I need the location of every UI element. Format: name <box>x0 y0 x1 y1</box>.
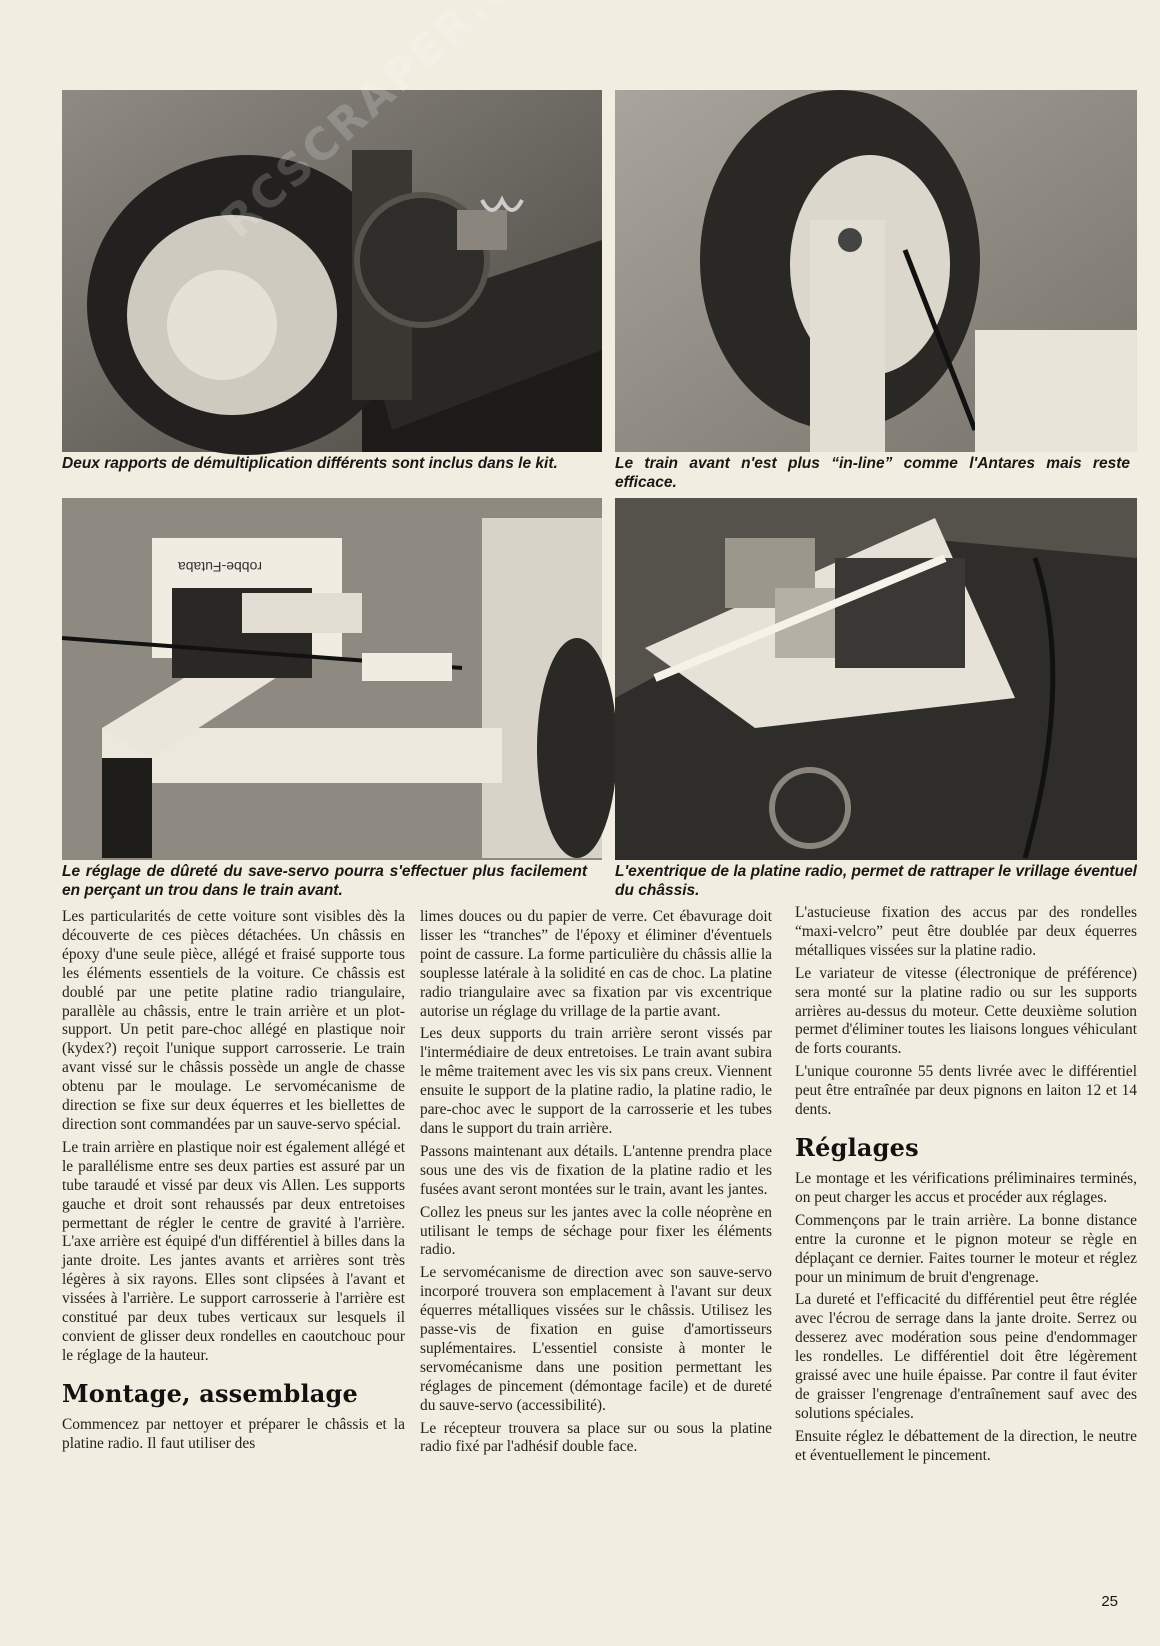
paragraph: Passons maintenant aux détails. L'antenne prendra place sous une des vis de fixation de la platine radio et les fusées avant seront montées sur le train, avant les jantes. <box>420 1142 772 1198</box>
paragraph: Commencez par nettoyer et préparer le châssis et la platine radio. Il faut utiliser des <box>62 1415 405 1452</box>
caption-gear-ratios: Deux rapports de démultiplication différents sont inclus dans le kit. <box>62 455 558 472</box>
caption-front-train: Le train avant n'est plus “in-line” comme l'Antares mais reste efficace. <box>615 455 1130 491</box>
section-heading-montage: Montage, assemblage <box>62 1378 358 1408</box>
paragraph: Les particularités de cette voiture sont visibles dès la découverte de ces pièces détachées. Un châssis en époxy d'une seule pièce, allégé et fraisé supporte tous les éléments essentiels de la voiture. Ce châssis est doublé par une petite platine radio triangulaire, parallèle au châssis, entre le train arrière et un plot-support. Un petit pare-choc allégé en plastique noir (kydex?) reçoit l'unique support carrosserie. Le train avant vissé sur le châssis possède un angle de chasse obtenu par le moulage. Le servomécanisme de direction se fixe sur deux équerres et les biellettes de direction sont commandées par un sauve-servo spécial. <box>62 908 405 1133</box>
page-number: 25 <box>1101 1593 1118 1610</box>
paragraph: Le train arrière en plastique noir est également allégé et le parallélisme entre ses deux parties est assuré par un tube taraudé et vissé par deux vis Allen. Les supports gauche et droit sont rehaussés par deux entretoises permettant de régler le centre de gravité à l'arrière. L'axe arrière est équipé d'un différentiel à billes dans la jante droite. Les jantes avants et arrières sont très légères à six rayons. Elles sont clipsées à l'avant et vissées à l'arrière. Le support carrosserie à l'arrière est constitué par deux tubes verticaux sur lesquels il convient de glisser deux rondelles en caoutchouc pour le réglage de la hauteur. <box>62 1138 405 1364</box>
paragraph: Le récepteur trouvera sa place sur ou sous la platine radio fixé par l'adhésif double face. <box>420 1419 772 1456</box>
caption-radio-plate: L'exentrique de la platine radio, permet de rattraper le vrillage éventuel du châssis. <box>615 863 1137 899</box>
caption-save-servo: Le réglage de dûreté du save-servo pourra s'effectuer plus facilement en perçant un trou dans le train avant. <box>62 863 587 899</box>
section-heading-reglages: Réglages <box>795 1132 919 1162</box>
photo-radio-plate <box>615 498 1137 860</box>
text-column-1 <box>62 908 405 1458</box>
paragraph: La dureté et l'efficacité du différentiel peut être réglée avec l'écrou de serrage dans la jante droite. Serrez ou desserez avec modération sous peine d'endommager les rondelles. Le différentiel doit être légèrement graissé avec une huile épaisse. Par contre il faut éviter de graisser l'engrenage d'entraînement sauf avec des solutions spéciales. <box>795 1291 1137 1422</box>
text-column-3 <box>795 904 1137 1470</box>
paragraph: Ensuite réglez le débattement de la direction, le neutre et éventuellement le pincement. <box>795 1427 1137 1464</box>
paragraph: L'astucieuse fixation des accus par des rondelles “maxi-velcro” peut être doublée par deux équerres métalliques vissées sur la platine radio. <box>795 904 1137 959</box>
paragraph: L'unique couronne 55 dents livrée avec le différentiel peut être entraînée par deux pignons en laiton 12 et 14 dents. <box>795 1063 1137 1119</box>
paragraph: Le variateur de vitesse (électronique de préférence) sera monté sur la platine radio ou sur les supports arrières au-dessus du moteur. Cette deuxième solution permet d'éliminer toutes les liaisons longues véhiculant de forts courants. <box>795 964 1137 1058</box>
servo-label: robbe-Futaba <box>177 559 262 575</box>
paragraph: Le montage et les vérifications préliminaires terminés, on peut charger les accus et procéder aux réglages. <box>795 1169 1137 1206</box>
paragraph: limes douces ou du papier de verre. Cet ébavurage doit lisser les “tranches” de l'époxy et éliminer d'éventuels point de cassure. La forme particulière du châssis allie la souplesse latérale à la solidité en cas de choc. La platine radio triangulaire avec sa fixation par vis excentrique autorise un réglage du vrillage de la partie avant. <box>420 908 772 1020</box>
paragraph: Collez les pneus sur les jantes avec la colle néoprène en utilisant le temps de séchage pour fixer les éléments radio. <box>420 1203 772 1259</box>
photo-save-servo <box>62 498 602 860</box>
photo-gear-ratios <box>62 90 602 452</box>
text-column-2 <box>420 908 772 1461</box>
paragraph: Commençons par le train arrière. La bonne distance entre la curonne et le pignon moteur se règle en déplaçant ce dernier. Faites tourner le moteur et réglez pour un minimum de bruit d'engrenage. <box>795 1211 1137 1286</box>
photo-front-train <box>615 90 1137 452</box>
paragraph: Les deux supports du train arrière seront vissés par l'intermédiaire de deux entretoises. Le train avant subira le même traitement avec les vis six pans creux. Viennent ensuite le support de la platine radio, la platine radio, le pare-choc avec le support de la carrosserie et les tubes dans le support du train arrière. <box>420 1025 772 1137</box>
paragraph: Le servomécanisme de direction avec son sauve-servo incorporé trouvera son emplacement à l'avant sur deux équerres métalliques vissées sur le châssis. Utilisez les passe-vis de fixation en guise d'amortisseurs suplémentaires. L'essentiel consiste à monter le servomécanisme dans une position permettant les réglages de pincement (démontage facile) et de dureté du sauve-servo (accessibilité). <box>420 1264 772 1414</box>
